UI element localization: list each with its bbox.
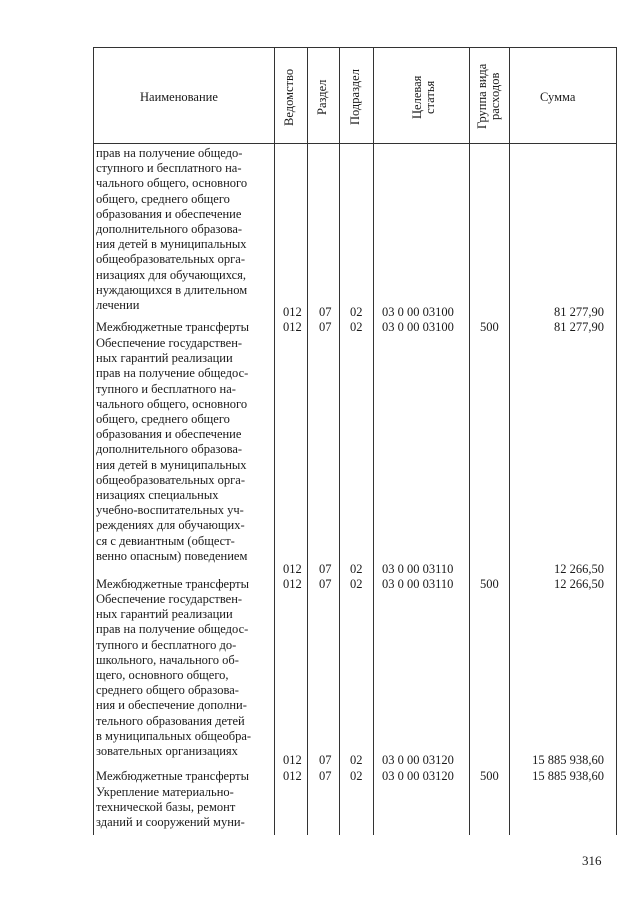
row-podrazdel: 02 bbox=[350, 769, 363, 783]
row-razdel: 07 bbox=[319, 753, 332, 767]
row-name: Обеспечение государствен- ных гарантий реализации прав на получение общедос- тупного и бесплатного до- школьного, начального об- щего, основного общего, среднего общего образова- ния и обеспечение дополни- тельного образования детей в муниципальных общеобра- зовательных организациях bbox=[96, 592, 252, 759]
row-summa: 81 277,90 bbox=[554, 305, 604, 319]
header-divider bbox=[93, 143, 616, 144]
row-name: Межбюджетные трансферты bbox=[96, 320, 250, 334]
header-vedomstvo: Ведомство bbox=[282, 68, 296, 126]
row-tselevaya-statya: 03 0 00 03120 bbox=[382, 753, 454, 767]
row-podrazdel: 02 bbox=[350, 562, 363, 576]
header-tselevaya-line1: Целевая bbox=[410, 75, 424, 119]
row-razdel: 07 bbox=[319, 577, 332, 591]
row-name: Межбюджетные трансферты bbox=[96, 769, 250, 783]
row-razdel: 07 bbox=[319, 320, 332, 334]
row-name: Обеспечение государствен- ных гарантий реализации прав на получение общедос- тупного и бесплатного на- чального общего, основного общего, среднего общего образования и обеспечение дополнительного образова- ния детей в муниципальных общеобразовательных орга- низациях специальных учебно-воспитательных уч- реждениях для обучающих- ся с девиантным (общест- венно опасным) поведением bbox=[96, 336, 249, 563]
row-podrazdel: 02 bbox=[350, 577, 363, 591]
row-summa: 12 266,50 bbox=[554, 562, 604, 576]
row-razdel: 07 bbox=[319, 769, 332, 783]
row-podrazdel: 02 bbox=[350, 320, 363, 334]
header-podrazdel: Подраздел bbox=[348, 69, 362, 125]
row-gruppa: 500 bbox=[480, 577, 499, 591]
row-podrazdel: 02 bbox=[350, 305, 363, 319]
table-border-right bbox=[616, 47, 617, 835]
row-tselevaya-statya: 03 0 00 03100 bbox=[382, 320, 454, 334]
row-gruppa: 500 bbox=[480, 320, 499, 334]
row-razdel: 07 bbox=[319, 562, 332, 576]
row-name: прав на получение общедо- ступного и бесплатного на- чального общего, основного общего, среднего общего образования и обеспечение дополнительного образова- ния детей в муниципальных общеобразовательных орга- низациях для обучающихся, нуждающихся в длительном лечении bbox=[96, 146, 248, 313]
header-gruppa-line2: расходов bbox=[488, 72, 502, 120]
header-razdel: Раздел bbox=[315, 79, 329, 115]
column-divider bbox=[274, 47, 275, 835]
row-summa: 12 266,50 bbox=[554, 577, 604, 591]
row-vedomstvo: 012 bbox=[283, 769, 302, 783]
header-tselevaya-statya bbox=[411, 62, 437, 132]
row-tselevaya-statya: 03 0 00 03100 bbox=[382, 305, 454, 319]
column-divider bbox=[509, 47, 510, 835]
column-divider bbox=[307, 47, 308, 835]
row-name: Укрепление материально- технической базы, ремонт зданий и сооружений муни- bbox=[96, 785, 245, 830]
row-gruppa: 500 bbox=[480, 769, 499, 783]
table-border-top bbox=[93, 47, 616, 48]
header-name: Наименование bbox=[140, 90, 218, 104]
row-summa: 81 277,90 bbox=[554, 320, 604, 334]
header-tselevaya-line2: статья bbox=[423, 80, 437, 114]
row-vedomstvo: 012 bbox=[283, 577, 302, 591]
row-tselevaya-statya: 03 0 00 03110 bbox=[382, 577, 454, 591]
header-gruppa-vida-rashodov bbox=[476, 52, 502, 140]
table-border-left bbox=[93, 47, 94, 835]
row-vedomstvo: 012 bbox=[283, 320, 302, 334]
row-summa: 15 885 938,60 bbox=[532, 769, 604, 783]
row-razdel: 07 bbox=[319, 305, 332, 319]
row-summa: 15 885 938,60 bbox=[532, 753, 604, 767]
row-name: Межбюджетные трансферты bbox=[96, 577, 250, 591]
header-summa: Сумма bbox=[540, 90, 576, 104]
header-gruppa-line1: Группа вида bbox=[475, 63, 489, 129]
column-divider bbox=[339, 47, 340, 835]
row-podrazdel: 02 bbox=[350, 753, 363, 767]
column-divider bbox=[373, 47, 374, 835]
row-tselevaya-statya: 03 0 00 03110 bbox=[382, 562, 454, 576]
row-vedomstvo: 012 bbox=[283, 305, 302, 319]
row-vedomstvo: 012 bbox=[283, 562, 302, 576]
page-number: 316 bbox=[582, 853, 602, 868]
row-tselevaya-statya: 03 0 00 03120 bbox=[382, 769, 454, 783]
row-vedomstvo: 012 bbox=[283, 753, 302, 767]
column-divider bbox=[469, 47, 470, 835]
